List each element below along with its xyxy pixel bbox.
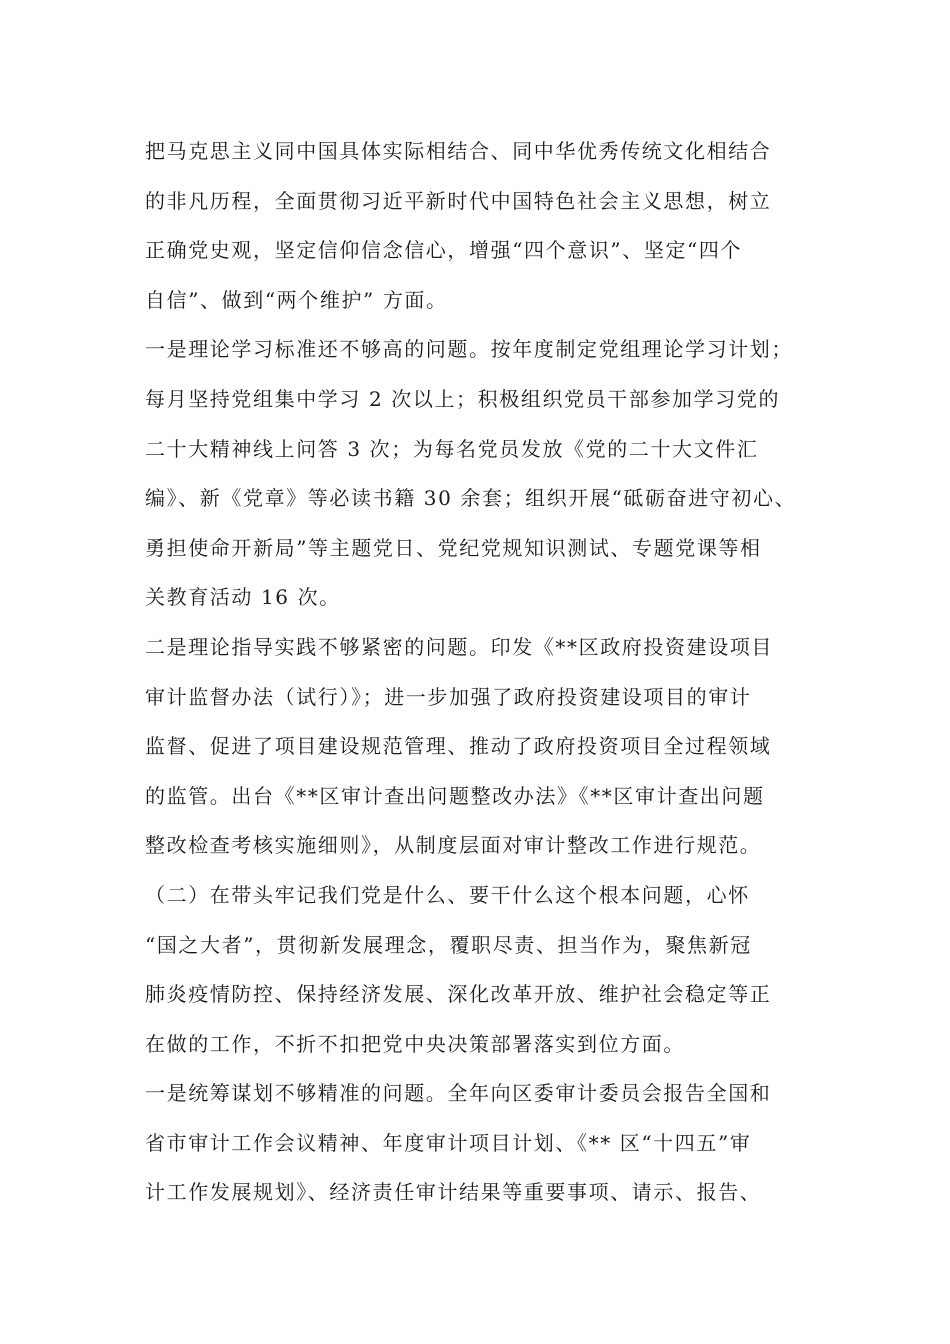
text-line: 自信”、做到“两个维护” 方面。 <box>145 287 448 312</box>
text-line: 关教育活动 16 次。 <box>145 585 341 610</box>
text-line: 的监管。出台《**区审计查出问题整改办法》《**区审计查出问题 <box>145 783 765 808</box>
text-line: 计工作发展规划》、经济责任审计结果等重要事项、请示、报告、 <box>145 1180 762 1205</box>
text-line: 在做的工作，不折不扣把党中央决策部署落实到位方面。 <box>145 1031 685 1056</box>
text-line: 正确党史观，坚定信仰信念信心，增强“四个意识”、坚定“四个 <box>145 238 743 263</box>
paragraph-2 <box>145 325 825 623</box>
text-line: 二是理论指导实践不够紧密的问题。印发《**区政府投资建设项目 <box>145 634 773 659</box>
text-line: 每月坚持党组集中学习 2 次以上；积极组织党员干部参加学习党的 <box>145 386 781 411</box>
text-line: 肺炎疫情防控、保持经济发展、深化改革开放、维护社会稳定等正 <box>145 982 772 1007</box>
paragraph-1 <box>145 127 825 325</box>
text-line: 编》、新《党章》等必读书籍 30 余套；组织开展“砥砺奋进守初心、 <box>145 486 797 511</box>
paragraph-3 <box>145 623 825 871</box>
document-body <box>145 127 825 1218</box>
text-line: 一是理论学习标准还不够高的问题。按年度制定党组理论学习计划； <box>145 337 793 362</box>
paragraph-5 <box>145 1069 825 1218</box>
text-line: 整改检查考核实施细则》，从制度层面对审计整改工作进行规范。 <box>145 833 762 858</box>
text-line: 监督、促进了项目建设规范管理、推动了政府投资项目全过程领域 <box>145 734 772 759</box>
text-line: 一是统筹谋划不够精准的问题。全年向区委审计委员会报告全国和 <box>145 1081 772 1106</box>
paragraph-4 <box>145 871 825 1069</box>
text-line: （二）在带头牢记我们党是什么、要干什么这个根本问题，心怀 <box>145 882 750 907</box>
text-line: 审计监督办法（试行）》；进一步加强了政府投资建设项目的审计 <box>145 684 752 709</box>
text-line: 省市审计工作会议精神、年度审计项目计划、《** 区“十四五”审 <box>145 1130 752 1155</box>
text-line: “国之大者”，贯彻新发展理念，覆职尽责、担当作为，聚焦新冠 <box>145 932 752 957</box>
text-line: 勇担使命开新局”等主题党日、党纪党规知识测试、专题党课等相 <box>145 535 762 560</box>
text-line: 二十大精神线上问答 3 次；为每名党员发放《党的二十大文件汇 <box>145 436 759 461</box>
text-line: 的非凡历程，全面贯彻习近平新时代中国特色社会主义思想，树立 <box>145 188 772 213</box>
text-line: 把马克思主义同中国具体实际相结合、同中华优秀传统文化相结合 <box>145 139 772 163</box>
